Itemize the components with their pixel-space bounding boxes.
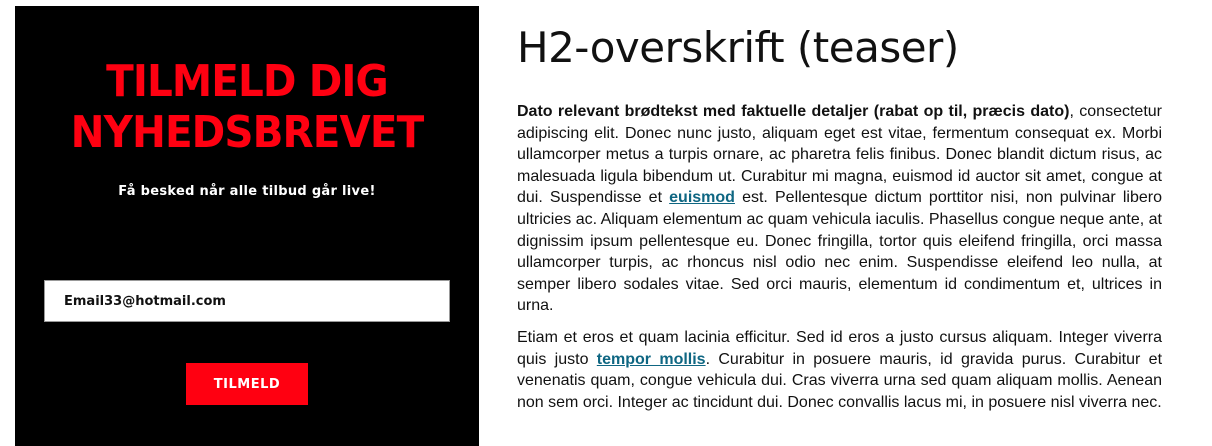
article-paragraph-1	[517, 101, 1162, 317]
signup-subtitle: Få besked når alle tilbud går live!	[118, 184, 376, 199]
text: . Curabitur in posuere mauris, id gravida purus. Curabitur et venenatis quam, congue vehicula dui. Cras viverra urna sed quam aliquam mollis. Aenean non sem orci. Integer ac tincidunt dui. Donec convallis lacus mi, in posuere nisl viverra nec.	[517, 350, 1163, 411]
email-input[interactable]	[44, 280, 450, 322]
text: , consectetur adipiscing elit. Donec nunc justo, aliquam eget est vitae, fermentum consequat ex. Morbi ullamcorper metus a turpis ornare, ac pharetra felis finibus. Donec blandit dictum risus, ac malesuada ligula bibendum ut. Curabitur mi magna, euismod id auctor sit amet, congue at dui. Suspendisse et	[517, 103, 1162, 207]
euismod-link[interactable]: euismod	[669, 189, 735, 207]
text: est. Pellentesque dictum porttitor nisi, non pulvinar libero ultricies ac. Aliquam elementum ac quam vehicula iaculis. Phasellus congue neque ante, at dignissim ipsum pellentesque eu. Donec fringilla, tortor quis eleifend fringilla, orci massa ullamcorper turpis, ac rhoncus nisl odio nec enim. Suspendisse eleifend leo nulla, at semper libero sodales vitae. Sed orci mauris, elementum id condimentum et, ultrices in urna.	[517, 189, 1162, 315]
subscribe-button[interactable]: TILMELD	[186, 363, 308, 405]
signup-heading-line1: TILMELD DIG	[106, 56, 388, 107]
bold-lead: Dato relevant brødtekst med faktuelle detaljer (rabat op til, præcis dato)	[517, 103, 1070, 120]
article-title: H2-overskrift (teaser)	[517, 23, 959, 72]
article-paragraph-2	[517, 327, 1162, 413]
signup-heading-line2: NYHEDSBREVET	[70, 107, 424, 158]
newsletter-signup-panel	[15, 6, 479, 446]
signup-heading	[34, 56, 461, 158]
tempor-mollis-link[interactable]: tempor mollis	[596, 350, 706, 368]
article	[517, 0, 1162, 423]
text: Etiam et eros et quam lacinia efficitur. Sed id eros a justo cursus aliquam. Integer viverra quis justo	[517, 328, 1162, 368]
